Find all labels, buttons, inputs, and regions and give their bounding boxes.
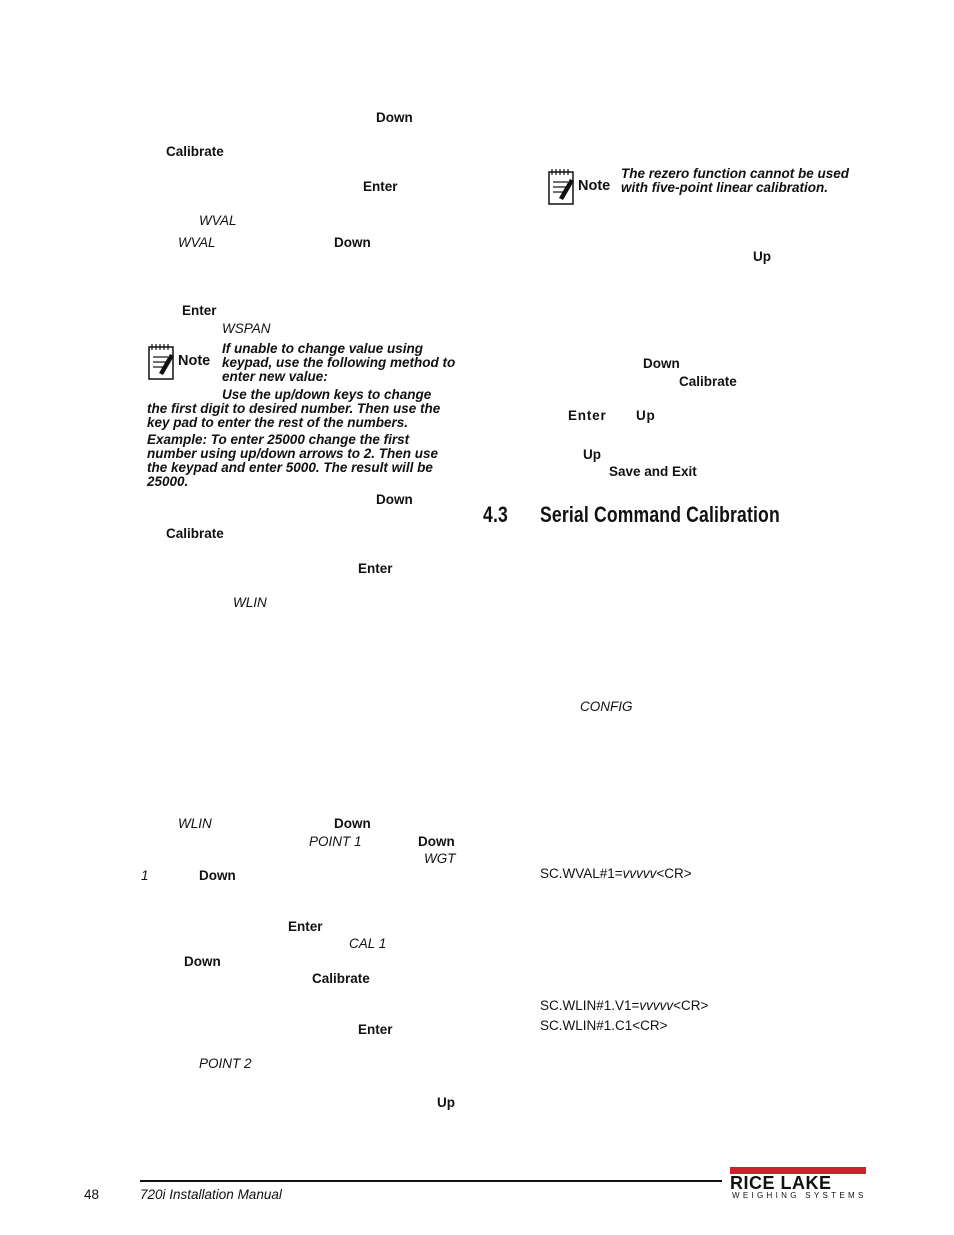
note-line: with five-point linear calibration.: [621, 180, 829, 195]
down-key-label: Down: [376, 492, 413, 507]
note-line: the first digit to desired number. Then use the: [147, 401, 441, 416]
down-key-label: Down: [376, 110, 413, 125]
enter-key-label: Enter: [358, 1022, 393, 1037]
enter-key-label: Enter: [358, 561, 393, 576]
enter-key-label: Enter: [288, 919, 323, 934]
serial-command: [540, 866, 692, 882]
note-line: the keypad and enter 5000. The result will be: [147, 460, 433, 475]
wlin-parameter: WLIN: [233, 595, 267, 610]
calibrate-key-label: Calibrate: [166, 526, 224, 541]
down-key-label: Down: [643, 356, 680, 371]
up-key-label: Up: [753, 249, 771, 264]
command-text: SC.WLIN#1.V1=: [540, 998, 640, 1013]
config-parameter: CONFIG: [580, 699, 633, 714]
point-1-parameter: POINT 1: [309, 834, 362, 849]
wspan-parameter: WSPAN: [222, 321, 271, 336]
note-line: The rezero function cannot be used: [621, 166, 850, 181]
footer-rule: [140, 1180, 722, 1182]
logo-tagline: WEIGHING SYSTEMS: [732, 1191, 867, 1200]
wval-parameter: WVAL: [199, 213, 237, 228]
down-key-label: Down: [418, 834, 455, 849]
point-number: 1: [141, 868, 149, 883]
rice-lake-logo: [730, 1167, 868, 1201]
down-key-label: Down: [334, 816, 371, 831]
note-line: Example: To enter 25000 change the first: [147, 432, 410, 447]
command-variable: vvvvv: [622, 866, 657, 881]
cal-1-parameter: CAL 1: [349, 936, 387, 951]
note-line: If unable to change value using: [222, 341, 424, 356]
enter-key-label: Enter: [363, 179, 398, 194]
note-line: key pad to enter the rest of the numbers.: [147, 415, 409, 430]
note-line: enter new value:: [222, 369, 328, 384]
note-line: 25000.: [147, 474, 189, 489]
note-line: number using up/down arrows to 2. Then use: [147, 446, 439, 461]
command-text: <CR>: [673, 998, 709, 1013]
command-text: SC.WVAL#1=: [540, 866, 623, 881]
enter-key-label: Enter: [182, 303, 217, 318]
calibrate-key-label: Calibrate: [166, 144, 224, 159]
note-label: Note: [178, 353, 211, 369]
section-number: 4.3: [483, 502, 508, 527]
up-key-label: Up: [583, 447, 601, 462]
up-key-label: Up: [636, 408, 656, 423]
save-and-exit-label: Save and Exit: [609, 464, 697, 479]
note-label: Note: [578, 178, 611, 194]
up-key-label: Up: [437, 1095, 455, 1110]
calibrate-key-label: Calibrate: [312, 971, 370, 986]
command-text: <CR>: [656, 866, 692, 881]
point-2-parameter: POINT 2: [199, 1056, 252, 1071]
down-key-label: Down: [184, 954, 221, 969]
calibrate-key-label: Calibrate: [679, 374, 737, 389]
enter-key-label: Enter: [568, 408, 607, 423]
note-line: keypad, use the following method to: [222, 355, 456, 370]
wgt-parameter: WGT: [424, 851, 456, 866]
wlin-parameter: WLIN: [178, 816, 212, 831]
down-key-label: Down: [199, 868, 236, 883]
serial-command: [540, 998, 708, 1014]
section-title: Serial Command Calibration: [540, 502, 780, 527]
down-key-label: Down: [334, 235, 371, 250]
manual-title: 720i Installation Manual: [140, 1187, 282, 1202]
serial-command: SC.WLIN#1.C1<CR>: [540, 1018, 668, 1033]
wval-parameter: WVAL: [178, 235, 216, 250]
logo-wordmark: RICE LAKE: [730, 1173, 832, 1193]
note-line: Use the up/down keys to change: [222, 387, 432, 402]
page-number: 48: [84, 1187, 100, 1202]
command-variable: vvvvv: [639, 998, 674, 1013]
